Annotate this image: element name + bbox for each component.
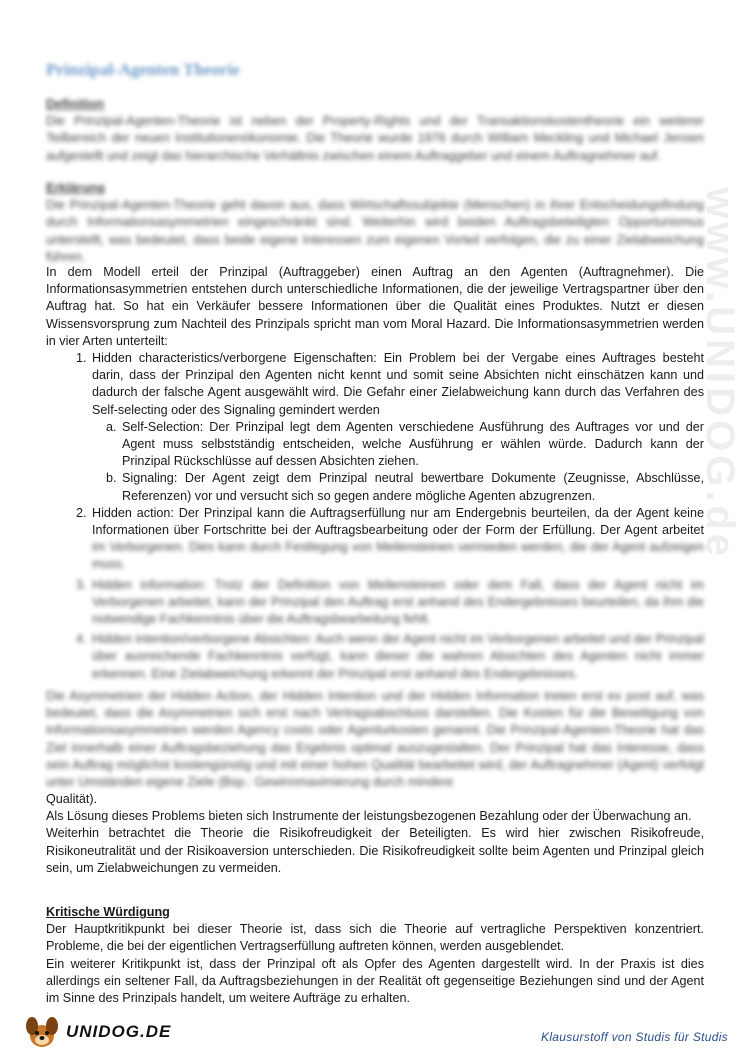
critique-heading: Kritische Würdigung — [46, 905, 170, 919]
list-item — [90, 577, 704, 629]
after-list-blurred-text: Die Asymmetrien der Hidden Action, der Hidden Intention und der Hidden Information treten erst ex post auf, was bedeutet, dass die Asymmetrien sich erst nach Vertragsabschluss darstellen. Die Kosten für die Beseitigung von Informationsasymmetrien werden Agency costs oder Agenturkosten genannt. Die Prinzipal-Agenten-Theorie hat das Ziel innerhalb einer Auftragsbeziehung das Ergebnis optimal auszugestalten. Der Prinzipal hat das Interesse, dass sein Auftrag möglichst kostengünstig und mit einer hohen Qualität bearbeitet wird, der Auftragnehmer (Agent) verfolgt unter Umständen eigene Ziele (Bsp.: Gewinnmaximierung durch mindere — [46, 689, 704, 790]
after-list-text-1: Qualität). — [46, 792, 98, 806]
logo-text: UNIDOG.DE — [66, 1022, 172, 1041]
sub-list — [92, 419, 704, 505]
explanation-text: In dem Modell erteil der Prinzipal (Auftraggeber) einen Auftrag an den Agenten (Auftragnehmer). Die Informationsasymmetrien entstehen durch unterschiedliche Informationen, die der jeweilige Vertragspartner über den Auftrag hat. So hat ein Verkäufer bessere Informationen über die Qualität eines Produktes. Nutzt er diesen Wissensvorsprung zum Nachteil des Prinzipals spricht man vom Moral Hazard. Die Informationsasymmetrien werden in vier Arten unterteilt: — [46, 265, 704, 348]
definition-heading: Definition — [46, 97, 105, 111]
critique-text-2: Ein weiterer Kritikpunkt ist, dass der Prinzipal oft als Opfer des Agenten dargestellt wird. In der Praxis ist dies allerdings ein seltener Fall, da Auftragsbeziehungen in der Realität oft gegenseitige Beziehungen sind und der Agent im Sinne des Prinzipals handelt, um weitere Aufträge zu erhalten. — [46, 956, 704, 1006]
footer-tagline: Klausurstoff von Studis für Studis — [541, 1030, 728, 1044]
list-item-text: Hidden action: Der Prinzipal kann die Auftragserfüllung nur am Endergebnis beurteilen, da der Agent keine Informationen über Fortschritte bei der Auftragsbearbeitung oder der Form der Erfüllung. Der Agent arbeitet — [92, 505, 704, 538]
page-title: Prinzipal-Agenten Theorie — [46, 60, 240, 79]
after-list-text-3: Weiterhin betrachtet die Theorie die Risikofreudigkeit der Beteiligten. Es wird hier zwischen Risikofreude, Risikoneutralität und der Risikoaversion unterschieden. Die Risikofreudigkeit sollte beim Agenten und Prinzipal gleich sein, um Zielabweichungen zu vermeiden. — [46, 826, 704, 875]
explanation-blurred-section — [46, 180, 704, 266]
asymmetry-list — [46, 350, 704, 683]
explanation-section — [46, 264, 704, 683]
definition-text: Die Prinzipal-Agenten-Theorie ist neben der Property-Rights und der Transaktionskostentheorie ein weiterer Teilbereich der neuen Institutionenökonomie. Die Theorie wurde 1976 durch William Meckling und Michael Jensen aufgestellt und zeigt das hierarchische Verhältnis zwischen einem Auftraggeber und einem Auftragnehmer auf. — [46, 114, 704, 163]
critique-section — [46, 904, 704, 1007]
page-footer — [0, 1014, 750, 1054]
watermark: www.UNIDOG.de — [698, 187, 742, 560]
definition-section — [46, 96, 704, 165]
sub-list-item: a. Self-Selection: Der Prinzipal legt dem Agenten verschiedene Ausführung des Auftrages vor und der Agent muss selbstständig entscheiden, welche Ausführung er wählen würde. Dadurch kann der Prinzipal Rückschlüsse auf dessen Absichten ziehen. — [120, 419, 704, 471]
after-list-text-2: Als Lösung dieses Problems bieten sich Instrumente der leistungsbezogenen Bezahlung oder der Überwachung an. — [46, 809, 692, 824]
list-item-blurred-text: Hidden intention/verborgene Absichten: Auch wenn der Agent nicht im Verborgenen arbeitet und der Prinzipal über ausreichende Fachkenntnis verfügt, kann dieser die wahren Absichten des Agenten nicht immer erkennen. Eine Zielabweichung erkennt der Prinzipal erst anhand des Endergebnisses. — [92, 632, 704, 681]
list-item — [90, 350, 704, 505]
unidog-logo — [22, 1014, 172, 1050]
explanation-heading: Erklärung — [46, 181, 105, 195]
after-list-section — [46, 791, 704, 877]
critique-text-1: Der Hauptkritikpunkt bei dieser Theorie ist, dass sich die Theorie auf vertragliche Perspektiven konzentriert. Probleme, die bei der eigentlichen Vertragserfüllung auftreten können, werden ausgeblendet. — [46, 922, 704, 954]
explanation-blurred-text: Die Prinzipal-Agenten-Theorie geht davon aus, dass Wirtschaftssubjekte (Menschen) in ihrer Entscheidungsfindung durch Informationsasymmetrien eingeschränkt sind. Weiterhin wird beiden Auftragsbeteiligten Opportunismus unterstellt, was bedeutet, dass beide eigene Interessen zum eigenen Vorteil verfolgen, die zu einer Zielabweichung führen. — [46, 198, 704, 264]
list-item — [90, 505, 704, 574]
list-item-blurred-text: Hidden information: Trotz der Definition von Meilensteinen oder dem Fall, dass der Agent nicht im Verborgenen arbeitet, kann der Prinzipal den Auftrag erst anhand des Endergebnisses beurteilen, da ihm die notwendige Fachkenntnis über die Auftragsbearbeitung fehlt. — [92, 577, 704, 627]
after-list-blurred-section — [46, 688, 704, 791]
list-item-blurred-text: im Verborgenen. Dies kann durch Festlegung von Meilensteinen vermieden werden, die der Agent aufzeigen muss. — [92, 540, 704, 572]
list-item — [90, 631, 704, 683]
list-item-text: Hidden characteristics/verborgene Eigenschaften: Ein Problem bei der Vergabe eines Auftrages besteht darin, dass der Prinzipal den Agenten nicht kennt und somit seine Absichten nicht einschätzen kann und dadurch der falsche Agent ausgewählt wird. Die Gefahr einer Zielabweichung kann durch das Verfahren des Self-selecting oder des Signaling gemindert werden — [92, 351, 704, 417]
sub-list-item: b. Signaling: Der Agent zeigt dem Prinzipal neutral bewertbare Dokumente (Zeugnisse, Abschlüsse, Referenzen) vor und versucht sich so gegen andere mögliche Agenten abzugrenzen. — [120, 470, 704, 504]
dog-icon — [22, 1014, 62, 1050]
